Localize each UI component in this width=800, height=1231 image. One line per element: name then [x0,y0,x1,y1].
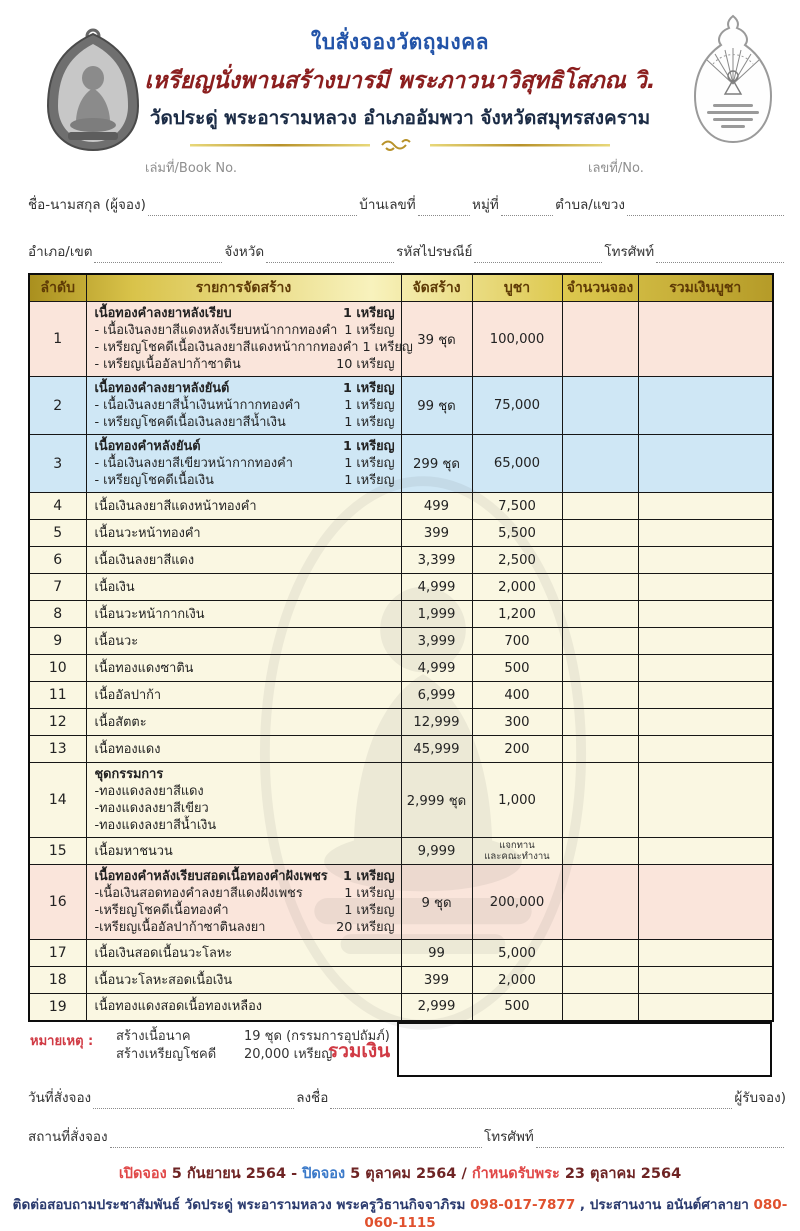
item-text: ชุดกรรมการ [94,767,164,782]
rent-price [472,838,562,865]
grand-total-field[interactable] [397,1022,772,1077]
schedule-sep: - [291,1165,303,1182]
item-text: เนื้อทองแดง [94,741,161,757]
total-amount-field[interactable] [638,994,773,1021]
col-header-made: จัดสร้าง [401,274,472,302]
col-header-reserve-qty: จำนวนจอง [562,274,638,302]
table-row [29,601,773,628]
item-qty: 1 เหรียญ [344,398,395,413]
made-quantity: 99 ชุด [401,377,472,435]
item-text: เนื้อมหาชนวน [94,843,173,859]
item-line [95,498,395,515]
item-text: เนื้อเงินสอดเนื้อนวะโลหะ [94,945,233,961]
table-row [29,655,773,682]
receiver-label: ผู้รับจอง) [734,1089,786,1106]
table-row [29,302,773,377]
item-line [95,356,395,373]
item-line [95,902,395,919]
row-index: 17 [29,940,86,967]
footer-phone-field[interactable] [536,1131,784,1148]
total-amount-field[interactable] [638,377,773,435]
province-label: จังหวัด [224,244,265,260]
close-label: ปิดจอง [302,1165,346,1182]
item-text: - เหรียญโชคดีเนื้อเงินลงยาสีแดงหน้ากากทองคำ [94,340,359,355]
amphoe-field[interactable] [94,246,222,263]
item-description [86,435,401,493]
moo-label: หมู่ที่ [472,197,499,213]
row-index: 15 [29,838,86,865]
item-line [95,885,395,902]
phone-field[interactable] [656,246,784,263]
rent-price: 5,000 [472,940,562,967]
order-date-field[interactable] [93,1092,294,1109]
item-text: - เหรียญโชคดีเนื้อเงิน [94,473,214,488]
item-line [95,919,395,936]
reserve-qty-field[interactable] [562,574,638,601]
item-text: เนื้อนวะหน้าทองคำ [94,525,201,541]
table-header-row [29,274,773,302]
item-description [86,838,401,865]
item-line [95,472,395,489]
rent-price: 500 [472,994,562,1021]
table-row [29,628,773,655]
contact-name-2: อนันต์ศาลายา [665,1196,749,1213]
item-line [95,687,395,704]
made-quantity: 3,399 [401,547,472,574]
total-amount-field[interactable] [638,547,773,574]
item-line [95,817,395,834]
table-row [29,865,773,940]
reserve-qty-field[interactable] [562,940,638,967]
item-line [95,633,395,650]
reserve-qty-field[interactable] [562,628,638,655]
contact-phone-2: 080-060-1115 [364,1196,788,1231]
reserve-qty-field[interactable] [562,709,638,736]
item-description [86,302,413,377]
row-index: 18 [29,967,86,994]
table-row [29,838,773,865]
item-text: เนื้อเงินลงยาสีแดงหน้าทองคำ [94,498,257,514]
receive-date: 23 ตุลาคม 2564 [564,1165,682,1182]
total-amount-field[interactable] [638,736,773,763]
grand-total-label: รวมเงิน [328,1039,391,1062]
item-description [86,547,401,574]
house-no-label: บ้านเลขที่ [359,197,416,213]
item-text: - เหรียญเนื้ออัลปาก้าซาติน [94,357,241,372]
row-index: 12 [29,709,86,736]
row-index: 3 [29,435,86,493]
item-line [95,305,395,322]
summary-section [28,1022,772,1080]
moo-field[interactable] [501,199,553,216]
item-text: เนื้ออัลปาก้า [94,687,162,703]
receive-label: กำหนดรับพระ [471,1165,560,1182]
reserve-qty-field[interactable] [562,520,638,547]
item-line [95,397,395,414]
item-text: เนื้อเงินลงยาสีแดง [94,552,195,568]
table-row [29,574,773,601]
table-row [29,967,773,994]
rent-price: 2,500 [472,547,562,574]
reserve-qty-field[interactable] [562,865,638,940]
name-label: ชื่อ-นามสกุล (ผู้จอง) [28,197,146,213]
contact-name-1: พระครูวิธานกิจจาภิรม [336,1196,466,1213]
item-line [95,945,395,962]
made-quantity: 9 ชุด [401,865,472,940]
row-index: 5 [29,520,86,547]
rent-price: 5,500 [472,520,562,547]
reserve-qty-field[interactable] [562,493,638,520]
item-qty: 1 เหรียญ [343,869,395,884]
col-header-total: รวมเงินบูชา [638,274,773,302]
item-description [86,682,401,709]
made-quantity: 6,999 [401,682,472,709]
reserve-qty-field[interactable] [562,967,638,994]
item-qty: 1 เหรียญ [343,439,395,454]
note-item: สร้างเนื้อนาค [116,1028,191,1044]
total-amount-field[interactable] [638,655,773,682]
table-row [29,709,773,736]
item-line [95,579,395,596]
row-index: 13 [29,736,86,763]
item-text: -ทองแดงลงยาสีแดง [94,784,204,799]
item-line [95,455,395,472]
place-label: สถานที่สั่งจอง [28,1128,108,1145]
reserve-qty-field[interactable] [562,655,638,682]
item-line [95,660,395,677]
header [0,0,800,179]
row-index: 7 [29,574,86,601]
item-line [95,998,395,1015]
item-line [95,741,395,758]
item-line [95,380,395,397]
made-quantity: 399 [401,967,472,994]
rent-price: 2,000 [472,967,562,994]
table-row [29,377,773,435]
rent-price: 75,000 [472,377,562,435]
made-quantity: 1,999 [401,601,472,628]
item-line [95,414,395,431]
open-date: 5 กันยายน 2564 [171,1165,287,1182]
rent-price: 1,200 [472,601,562,628]
reserve-qty-field[interactable] [562,994,638,1021]
rent-price: 100,000 [472,302,562,377]
reserve-qty-field[interactable] [562,435,638,493]
row-index: 4 [29,493,86,520]
table-row [29,682,773,709]
item-line [95,972,395,989]
reserve-qty-field[interactable] [562,377,638,435]
item-qty: 20 เหรียญ [336,920,395,935]
order-place-line [0,1125,800,1148]
item-line [95,525,395,542]
made-quantity: 2,999 ชุด [401,763,472,838]
total-amount-field[interactable] [638,682,773,709]
contact-prefix: ติดต่อสอบถามประชาสัมพันธ์ วัดประดู่ พระอารามหลวง [12,1196,332,1213]
postcode-field[interactable] [474,246,602,263]
reserve-qty-field[interactable] [562,682,638,709]
reserve-qty-field[interactable] [562,763,638,838]
sign-field[interactable] [330,1092,732,1109]
item-text: เนื้อทองคำลงยาหลังเรียบ [94,306,232,321]
row-index: 11 [29,682,86,709]
table-row [29,547,773,574]
note-qty: 19 ชุด (กรรมการอุปถัมภ์) [244,1028,390,1044]
item-text: -เหรียญเนื้ออัลปาก้าซาตินลงยา [94,920,266,935]
item-text: -ทองแดงลงยาสีเขียว [94,801,209,816]
rent-price: 2,000 [472,574,562,601]
rent-price: 500 [472,655,562,682]
item-text: - เนื้อเงินลงยาสีเขียวหน้ากากทองคำ [94,456,293,471]
item-line [95,322,395,339]
item-qty: 1 เหรียญ [344,456,395,471]
total-amount-field[interactable] [638,493,773,520]
item-text: - เนื้อเงินลงยาสีน้ำเงินหน้ากากทองคำ [94,398,301,413]
item-line [95,438,395,455]
rent-price: 200,000 [472,865,562,940]
total-amount-field[interactable] [638,865,773,940]
province-field[interactable] [266,246,394,263]
item-line [95,714,395,731]
total-amount-field[interactable] [638,628,773,655]
item-text: เนื้อนวะหน้ากากเงิน [94,606,205,622]
item-qty: 10 เหรียญ [336,357,395,372]
table-row [29,940,773,967]
reserve-qty-field[interactable] [562,736,638,763]
total-amount-field[interactable] [638,763,773,838]
note-qty: 20,000 เหรียญ [244,1046,333,1062]
item-qty: 1 เหรียญ [344,323,395,338]
made-quantity: 99 [401,940,472,967]
item-description [86,377,401,435]
gold-divider-ornament [190,137,610,153]
price-note: และคณะทำงาน [484,851,550,862]
made-quantity: 399 [401,520,472,547]
temple-line: วัดประดู่ พระอารามหลวง อำเภออัมพวา จังหวัดสมุทรสงคราม [149,107,651,129]
page-subtitle: เหรียญนั่งพานสร้างบารมี พระภาวนาวิสุทธิโสภณ วิ. [144,68,656,94]
item-qty: 1 เหรียญ [343,381,395,396]
made-quantity: 499 [401,493,472,520]
book-no-label: เล่มที่/Book No. [145,161,237,176]
order-table-body [29,302,773,1021]
item-description [86,865,401,940]
item-description [86,709,401,736]
item-text: -ทองแดงลงยาสีน้ำเงิน [94,818,217,833]
rent-price: 7,500 [472,493,562,520]
item-description [86,493,401,520]
total-amount-field[interactable] [638,601,773,628]
rent-price: 200 [472,736,562,763]
made-quantity: 3,999 [401,628,472,655]
table-row [29,435,773,493]
total-amount-field[interactable] [638,940,773,967]
item-line [95,552,395,569]
row-index: 14 [29,763,86,838]
total-amount-field[interactable] [638,838,773,865]
order-table-wrap [28,273,772,1022]
item-line [95,766,395,783]
table-row [29,493,773,520]
item-description [86,967,401,994]
item-line [95,868,395,885]
row-index: 8 [29,601,86,628]
col-header-price: บูชา [472,274,562,302]
reserve-qty-field[interactable] [562,838,638,865]
item-text: -เหรียญโชคดีเนื้อทองคำ [94,903,229,918]
table-row [29,763,773,838]
item-description [86,655,401,682]
note-label: หมายเหตุ : [30,1033,94,1049]
order-date-line [0,1086,800,1109]
item-text: เนื้อทองคำหลังเรียบสอดเนื้อทองคำฝังเพชร [94,869,328,884]
row-index: 1 [29,302,86,377]
made-quantity: 299 ชุด [401,435,472,493]
rent-price: 1,000 [472,763,562,838]
row-index: 10 [29,655,86,682]
item-line [95,800,395,817]
total-amount-field[interactable] [638,302,773,377]
table-row [29,520,773,547]
contact-mid: , ประสานงาน [579,1196,662,1213]
order-date-label: วันที่สั่งจอง [28,1089,92,1106]
row-index: 2 [29,377,86,435]
amphoe-label: อำเภอ/เขต [28,244,93,260]
item-qty: 1 เหรียญ [343,306,395,321]
item-description [86,574,401,601]
item-description [86,601,401,628]
reserve-qty-field[interactable] [562,302,638,377]
item-qty: 1 เหรียญ [344,415,395,430]
item-line [95,783,395,800]
rent-price: 700 [472,628,562,655]
order-table [28,273,774,1022]
doc-no-label: เลขที่/No. [588,161,644,176]
item-text: เนื้อสัตตะ [94,714,147,730]
item-text: เนื้อทองแดงซาติน [94,660,194,676]
open-label: เปิดจอง [118,1165,167,1182]
made-quantity: 4,999 [401,574,472,601]
tambon-field[interactable] [627,199,784,216]
schedule-sep: / [461,1165,472,1182]
table-row [29,736,773,763]
item-description [86,736,401,763]
item-text: เนื้อเงิน [94,579,135,595]
total-amount-field[interactable] [638,967,773,994]
item-text: เนื้อทองแดงสอดเนื้อทองเหลือง [94,999,263,1015]
item-qty: 1 เหรียญ [362,340,413,355]
col-header-item: รายการจัดสร้าง [86,274,401,302]
made-quantity: 9,999 [401,838,472,865]
rent-price: 300 [472,709,562,736]
price-note: แจกทาน [499,840,535,851]
made-quantity: 2,999 [401,994,472,1021]
row-index: 6 [29,547,86,574]
item-description [86,628,401,655]
rent-price: 400 [472,682,562,709]
rent-price: 65,000 [472,435,562,493]
item-line [94,339,413,356]
col-header-index: ลำดับ [29,274,86,302]
contact-line [0,1193,800,1231]
table-row [29,994,773,1021]
item-description [86,994,401,1021]
item-description [86,940,401,967]
item-qty: 1 เหรียญ [344,903,395,918]
total-amount-field[interactable] [638,709,773,736]
page-title: ใบสั่งจองวัตถุมงคล [311,30,489,54]
applicant-line [0,193,800,216]
item-text: เนื้อทองคำหลังยันต์ [94,439,201,454]
total-amount-field[interactable] [638,435,773,493]
made-quantity: 4,999 [401,655,472,682]
item-description [86,520,401,547]
item-text: เนื้อนวะ [94,633,139,649]
house-no-field[interactable] [418,199,470,216]
reserve-qty-field[interactable] [562,547,638,574]
item-text: เนื้อนวะโลหะสอดเนื้อเงิน [94,972,233,988]
made-quantity: 12,999 [401,709,472,736]
item-text: เนื้อทองคำลงยาหลังยันต์ [94,381,230,396]
contact-phone-1: 098-017-7877 [470,1196,576,1213]
item-qty: 1 เหรียญ [344,473,395,488]
total-amount-field[interactable] [638,520,773,547]
item-text: - เหรียญโชคดีเนื้อเงินลงยาสีน้ำเงิน [94,415,286,430]
made-quantity: 45,999 [401,736,472,763]
tambon-label: ตำบล/แขวง [555,197,625,213]
schedule-line [0,1162,800,1185]
note-item: สร้างเหรียญโชคดี [116,1046,217,1062]
row-index: 19 [29,994,86,1021]
name-field[interactable] [148,199,357,216]
item-qty: 1 เหรียญ [344,886,395,901]
book-number-line [0,157,800,179]
row-index: 9 [29,628,86,655]
postcode-label: รหัสไปรษณีย์ [396,244,473,260]
item-text: - เนื้อเงินลงยาสีแดงหลังเรียบหน้ากากทองคำ [94,323,338,338]
row-index: 16 [29,865,86,940]
close-date: 5 ตุลาคม 2564 [350,1165,457,1182]
item-line [95,606,395,623]
item-description [86,763,401,838]
item-text: -เนื้อเงินสอดทองคำลงยาสีแดงฝังเพชร [94,886,303,901]
place-field[interactable] [110,1131,482,1148]
sign-label: ลงชื่อ [296,1089,329,1106]
address-line [0,240,800,263]
made-quantity: 39 ชุด [401,302,472,377]
item-line [95,843,395,860]
footer-phone-label: โทรศัพท์ [483,1128,534,1145]
phone-label: โทรศัพท์ [604,244,655,260]
reserve-qty-field[interactable] [562,601,638,628]
total-amount-field[interactable] [638,574,773,601]
